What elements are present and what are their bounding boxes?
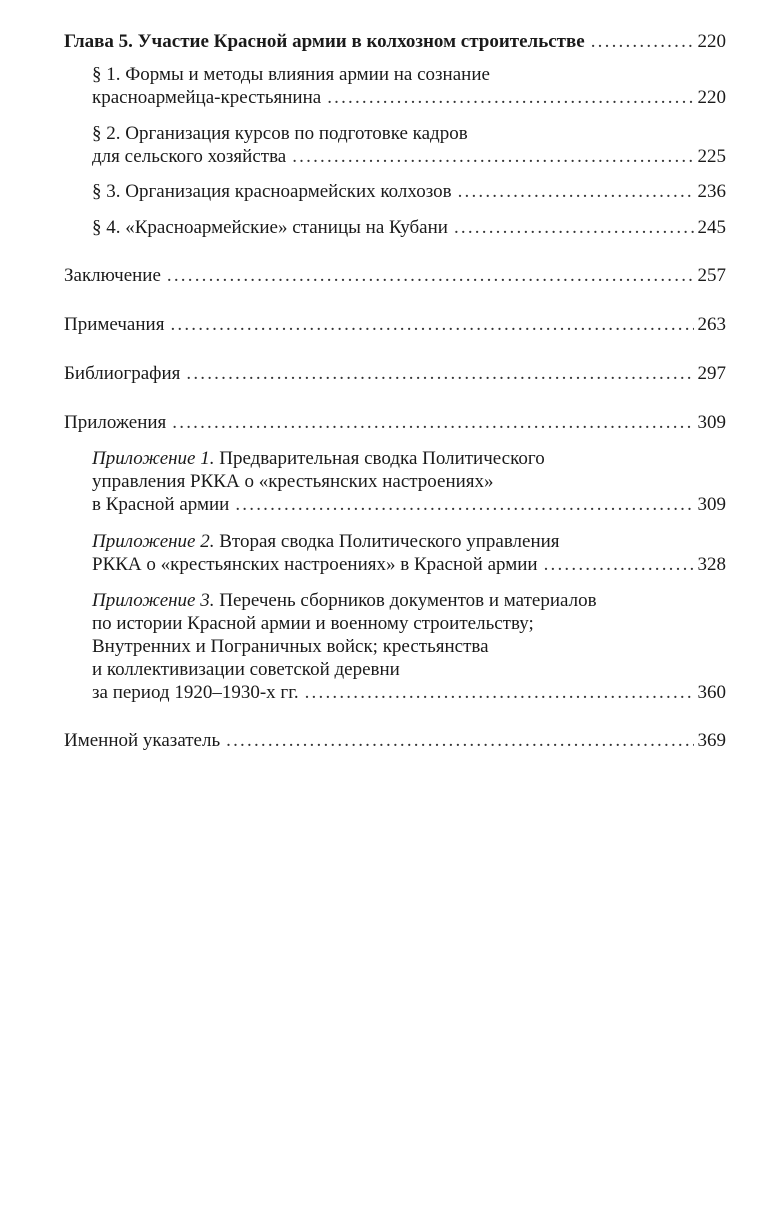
conclusion-page: 257 — [697, 265, 726, 286]
dot-leader — [327, 86, 693, 109]
toc-entry-bibliography — [64, 362, 726, 385]
section-4-title: § 4. «Красноармейские» станицы на Кубани — [92, 217, 448, 238]
section-3-title: § 3. Организация красноармейских колхозов — [92, 181, 452, 202]
chapter-5-page: 220 — [697, 31, 726, 52]
appendix-3-line-3: Внутренних и Пограничных войск; крестьянства — [92, 636, 489, 657]
section-1-page: 220 — [697, 87, 726, 108]
dot-leader — [544, 553, 694, 576]
section-1-line-1: § 1. Формы и методы влияния армии на сознание — [92, 64, 490, 85]
dot-leader — [454, 216, 694, 239]
table-of-contents — [64, 30, 726, 752]
section-2-line-1: § 2. Организация курсов по подготовке кадров — [92, 123, 468, 144]
bibliography-page: 297 — [697, 363, 726, 384]
dot-leader — [458, 180, 694, 203]
appendix-1-line-3: в Красной армии — [92, 494, 230, 515]
appendix-2-page: 328 — [697, 554, 726, 575]
toc-entry-section-2 — [64, 122, 726, 168]
dot-leader — [226, 729, 693, 752]
appendix-3-page: 360 — [697, 682, 726, 703]
toc-entry-appendices — [64, 411, 726, 434]
section-1-line-2: красноармейца-крестьянина — [92, 87, 322, 108]
toc-entry-notes — [64, 313, 726, 336]
appendix-3-line-2: по истории Красной армии и военному строительству; — [92, 613, 534, 634]
appendix-1-line-1-text: Предварительная сводка Политического — [214, 448, 545, 469]
toc-entry-chapter-5 — [64, 30, 726, 53]
chapter-5-title: Глава 5. Участие Красной армии в колхозном строительстве — [64, 31, 585, 52]
appendix-3-line-4: и коллективизации советской деревни — [92, 659, 400, 680]
dot-leader — [172, 411, 693, 434]
appendix-3-line-1 — [92, 589, 726, 612]
appendices-page: 309 — [697, 412, 726, 433]
dot-leader — [591, 30, 694, 53]
name-index-title: Именной указатель — [64, 730, 221, 751]
appendix-2-line-2: РККА о «крестьянских настроениях» в Красной армии — [92, 554, 538, 575]
dot-leader — [186, 362, 693, 385]
section-3-page: 236 — [697, 181, 726, 202]
toc-entry-conclusion — [64, 264, 726, 287]
section-2-line-2: для сельского хозяйства — [92, 146, 287, 167]
appendix-1-line-1 — [92, 447, 726, 470]
appendix-3-line-5: за период 1920–1930-х гг. — [92, 682, 299, 703]
dot-leader — [170, 313, 693, 336]
appendix-3-line-1-text: Перечень сборников документов и материалов — [214, 590, 597, 611]
toc-entry-section-3 — [64, 180, 726, 203]
section-2-page: 225 — [697, 146, 726, 167]
notes-title: Примечания — [64, 314, 165, 335]
toc-entry-section-1 — [64, 63, 726, 109]
appendices-title: Приложения — [64, 412, 167, 433]
appendix-1-label: Приложение 1. — [92, 448, 215, 469]
toc-entry-appendix-2 — [64, 530, 726, 576]
appendix-1-line-2: управления РККА о «крестьянских настроениях» — [92, 471, 494, 492]
toc-entry-section-4 — [64, 216, 726, 239]
name-index-page: 369 — [697, 730, 726, 751]
conclusion-title: Заключение — [64, 265, 161, 286]
section-4-page: 245 — [697, 217, 726, 238]
toc-entry-appendix-1 — [64, 447, 726, 516]
appendix-2-line-1-text: Вторая сводка Политического управления — [214, 531, 560, 552]
toc-entry-name-index — [64, 729, 726, 752]
dot-leader — [167, 264, 694, 287]
appendix-1-page: 309 — [697, 494, 726, 515]
appendix-3-label: Приложение 3. — [92, 590, 215, 611]
toc-entry-appendix-3 — [64, 589, 726, 704]
notes-page: 263 — [697, 314, 726, 335]
appendix-2-label: Приложение 2. — [92, 531, 215, 552]
appendix-2-line-1 — [92, 530, 726, 553]
bibliography-title: Библиография — [64, 363, 181, 384]
dot-leader — [305, 681, 694, 704]
dot-leader — [292, 145, 693, 168]
dot-leader — [235, 493, 693, 516]
